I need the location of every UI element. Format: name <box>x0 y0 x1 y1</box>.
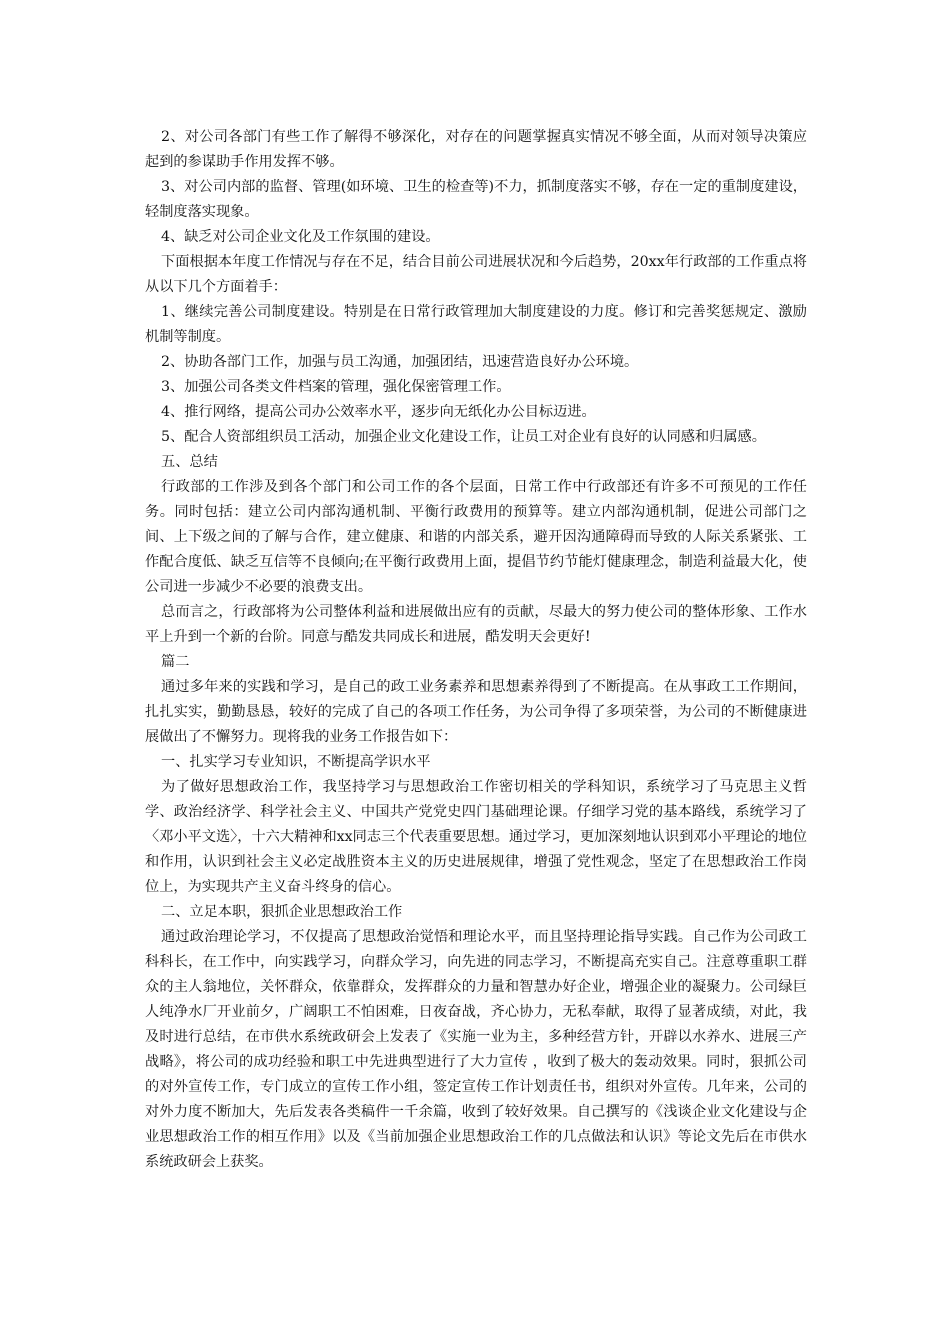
paragraph: 4、推行网络，提高公司办公效率水平，逐步向无纸化办公目标迈进。 <box>161 404 596 420</box>
paragraph: 通过多年来的实践和学习，是自己的政工业务素养和思想素养得到了不断提高。在从事政工工作期间，扎扎实实，勤勤恳恳，较好的完成了自己的各项工作任务，为公司争得了多项荣誉，为公司的不断健康进展做出了不懈努力。现将我的业务工作报告如下： <box>145 679 807 745</box>
paragraph: 5、配合人资部组织员工活动，加强企业文化建设工作，让员工对企业有良好的认同感和归属感。 <box>161 429 766 445</box>
paragraph: 行政部的工作涉及到各个部门和公司工作的各个层面，日常工作中行政部还有许多不可预见的工作任务。同时包括：建立公司内部沟通机制、平衡行政费用的预算等。建立内部沟通机制，促进公司部门之间、上下级之间的了解与合作，建立健康、和谐的内部关系，避开因沟通障碍而导致的人际关系紧张、工作配合度低、缺乏互信等不良倾向;在平衡行政费用上面，提倡节约节能灯健康理念，制造利益最大化，使公司进一步减少不必要的浪费支出。 <box>145 479 807 595</box>
paragraph: 总而言之，行政部将为公司整体利益和进展做出应有的贡献，尽最大的努力使公司的整体形象、工作水平上升到一个新的台阶。同意与酷发共同成长和进展，酷发明天会更好! <box>145 604 807 645</box>
paragraph: 通过政治理论学习，不仅提高了思想政治觉悟和理论水平，而且坚持理论指导实践。自己作为公司政工科科长，在工作中，向实践学习，向群众学习，向先进的同志学习，不断提高充实自己。注意尊重职工群众的主人翁地位，关怀群众，依靠群众，发挥群众的力量和智慧办好企业，增强企业的凝聚力。公司绿巨人纯净水厂开业前夕，广阔职工不怕困难，日夜奋战，齐心协力，无私奉献，取得了显著成绩，对此，我及时进行总结，在市供水系统政研会上发表了《实施一业为主，多种经营方针，开辟以水养水、进展三产战略》，将公司的成功经验和职工中先进典型进行了大力宣传 ，收到了极大的轰动效果。同时，狠抓公司的对外宣传工作，专门成立的宣传工作小组，签定宣传工作计划责任书，组织对外宣传。几年来，公司的对外力度不断加大，先后发表各类稿件一千余篇，收到了较好效果。自己撰写的《浅谈企业文化建设与企业思想政治工作的相互作用》以及《当前加强企业思想政治工作的几点做法和认识》等论文先后在市供水系统政研会上获奖。 <box>145 929 807 1170</box>
paragraph: 为了做好思想政治工作，我坚持学习与思想政治工作密切相关的学科知识，系统学习了马克思主义哲学、政治经济学、科学社会主义、中国共产党党史四门基础理论课。仔细学习党的基本路线，系统学习了〈邓小平文选〉，十六大精神和xx同志三个代表重要思想。通过学习，更加深刻地认识到邓小平理论的地位和作用，认识到社会主义必定战胜资本主义的历史进展规律，增强了党性观念，坚定了在思想政治工作岗位上，为实现共产主义奋斗终身的信心。 <box>145 779 807 895</box>
paragraph: 3、对公司内部的监督、管理(如环境、卫生的检查等)不力，抓制度落实不够，存在一定的重制度建设，轻制度落实现象。 <box>145 179 807 220</box>
document-page <box>145 125 807 1175</box>
section-heading: 一、扎实学习专业知识，不断提高学识水平 <box>161 754 431 770</box>
section-heading: 五、总结 <box>161 454 218 470</box>
section-heading: 二、立足本职，狠抓企业思想政治工作 <box>161 904 403 920</box>
section-heading: 篇二 <box>161 654 190 670</box>
paragraph: 1、继续完善公司制度建设。特别是在日常行政管理加大制度建设的力度。修订和完善奖惩规定、激励机制等制度。 <box>145 304 807 345</box>
paragraph: 3、加强公司各类文件档案的管理，强化保密管理工作。 <box>161 379 511 395</box>
paragraph: 2、对公司各部门有些工作了解得不够深化，对存在的问题掌握真实情况不够全面，从而对领导决策应起到的参谋助手作用发挥不够。 <box>145 129 807 170</box>
paragraph: 4、缺乏对公司企业文化及工作氛围的建设。 <box>161 229 440 245</box>
paragraph: 2、协助各部门工作，加强与员工沟通，加强团结，迅速营造良好办公环境。 <box>161 354 639 370</box>
paragraph: 下面根据本年度工作情况与存在不足，结合目前公司进展状况和今后趋势，20xx年行政部的工作重点将从以下几个方面着手： <box>145 254 807 295</box>
